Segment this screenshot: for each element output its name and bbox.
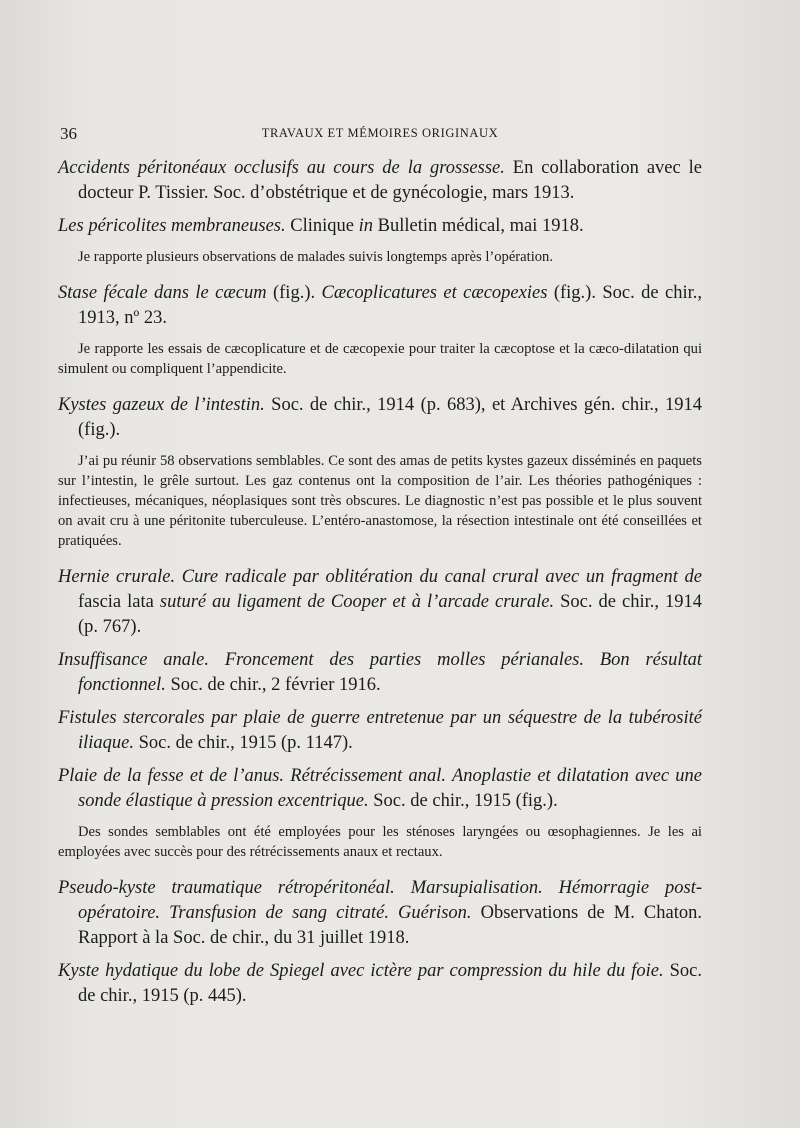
- entry-pseudo-kyste: Pseudo-kyste traumatique rétropéritonéal. Marsupialisation. Hémorragie post-opératoire. Transfusion de sang citraté. Guérison. Observations de M. Chaton. Rapport à la Soc. de chir., du 31 juillet 1918.: [58, 878, 702, 948]
- entry-stase-fecale: Stase fécale dans le cæcum (fig.). Cæcoplicatures et cæcopexies (fig.). Soc. de chir., 1913, nº 23.: [58, 283, 703, 328]
- note-sondes: Des sondes semblables ont été employées pour les sténoses laryngées ou œsophagiennes. Je les ai employées avec succès pour des rétrécissements anaux et rectaux.: [58, 824, 702, 860]
- page-number: 36: [60, 124, 77, 143]
- entry-pericolites: Les péricolites membraneuses. Clinique in Bulletin médical, mai 1918.: [58, 216, 584, 236]
- note-caecoplicature: Je rapporte les essais de cæcoplicature et de cæcopexie pour traiter la cæcoptose et la cæco-dilatation qui simulent ou compliquent l’appendicite.: [58, 341, 702, 377]
- entry-plaie-fesse: Plaie de la fesse et de l’anus. Rétrécissement anal. Anoplastie et dilatation avec une sonde élastique à pression excentrique. Soc. de chir., 1915 (fig.).: [58, 766, 702, 811]
- entry-kystes-gazeux: Kystes gazeux de l’intestin. Soc. de chir., 1914 (p. 683), et Archives gén. chir., 1914 (fig.).: [58, 395, 703, 440]
- entry-fistules-stercorales: Fistules stercorales par plaie de guerre entretenue par un séquestre de la tubérosité iliaque. Soc. de chir., 1915 (p. 1147).: [58, 708, 702, 753]
- entry-insuffisance-anale: Insuffisance anale. Froncement des parties molles périanales. Bon résultat fonctionnel. Soc. de chir., 2 février 1916.: [58, 650, 702, 695]
- note-kystes-gazeux: J’ai pu réunir 58 observations semblables. Ce sont des amas de petits kystes gazeux disséminés en paquets sur l’intestin, le grêle surtout. Les gaz contenus ont la composition de l’air. Les théories pathogéniques : infectieuses, mécaniques, néoplasiques sont très obscures. Le diagnostic n’est pas possible et le plus souvent on avait cru à une péritonite tuberculeuse. L’entéro-anastomose, la résection intestinale ont été conseillées et pratiquées.: [58, 453, 702, 549]
- bibliography: [58, 156, 702, 1017]
- page-header: [60, 124, 700, 144]
- entry-hernie-crurale: Hernie crurale. Cure radicale par oblitération du canal crural avec un fragment de fascia lata suturé au ligament de Cooper et à l’arcade crurale. Soc. de chir., 1914 (p. 767).: [58, 567, 702, 637]
- entry-kyste-hydatique: Kyste hydatique du lobe de Spiegel avec ictère par compression du hile du foie. Soc. de chir., 1915 (p. 445).: [58, 961, 702, 1006]
- entry-accidents-peritoneaux: Accidents péritonéaux occlusifs au cours de la grossesse. En collaboration avec le docteur P. Tissier. Soc. d’obstétrique et de gynécologie, mars 1913.: [58, 158, 702, 203]
- note-pericolites: Je rapporte plusieurs observations de malades suivis longtemps après l’opération.: [78, 249, 553, 265]
- running-title: TRAVAUX ET MÉMOIRES ORIGINAUX: [261, 126, 499, 140]
